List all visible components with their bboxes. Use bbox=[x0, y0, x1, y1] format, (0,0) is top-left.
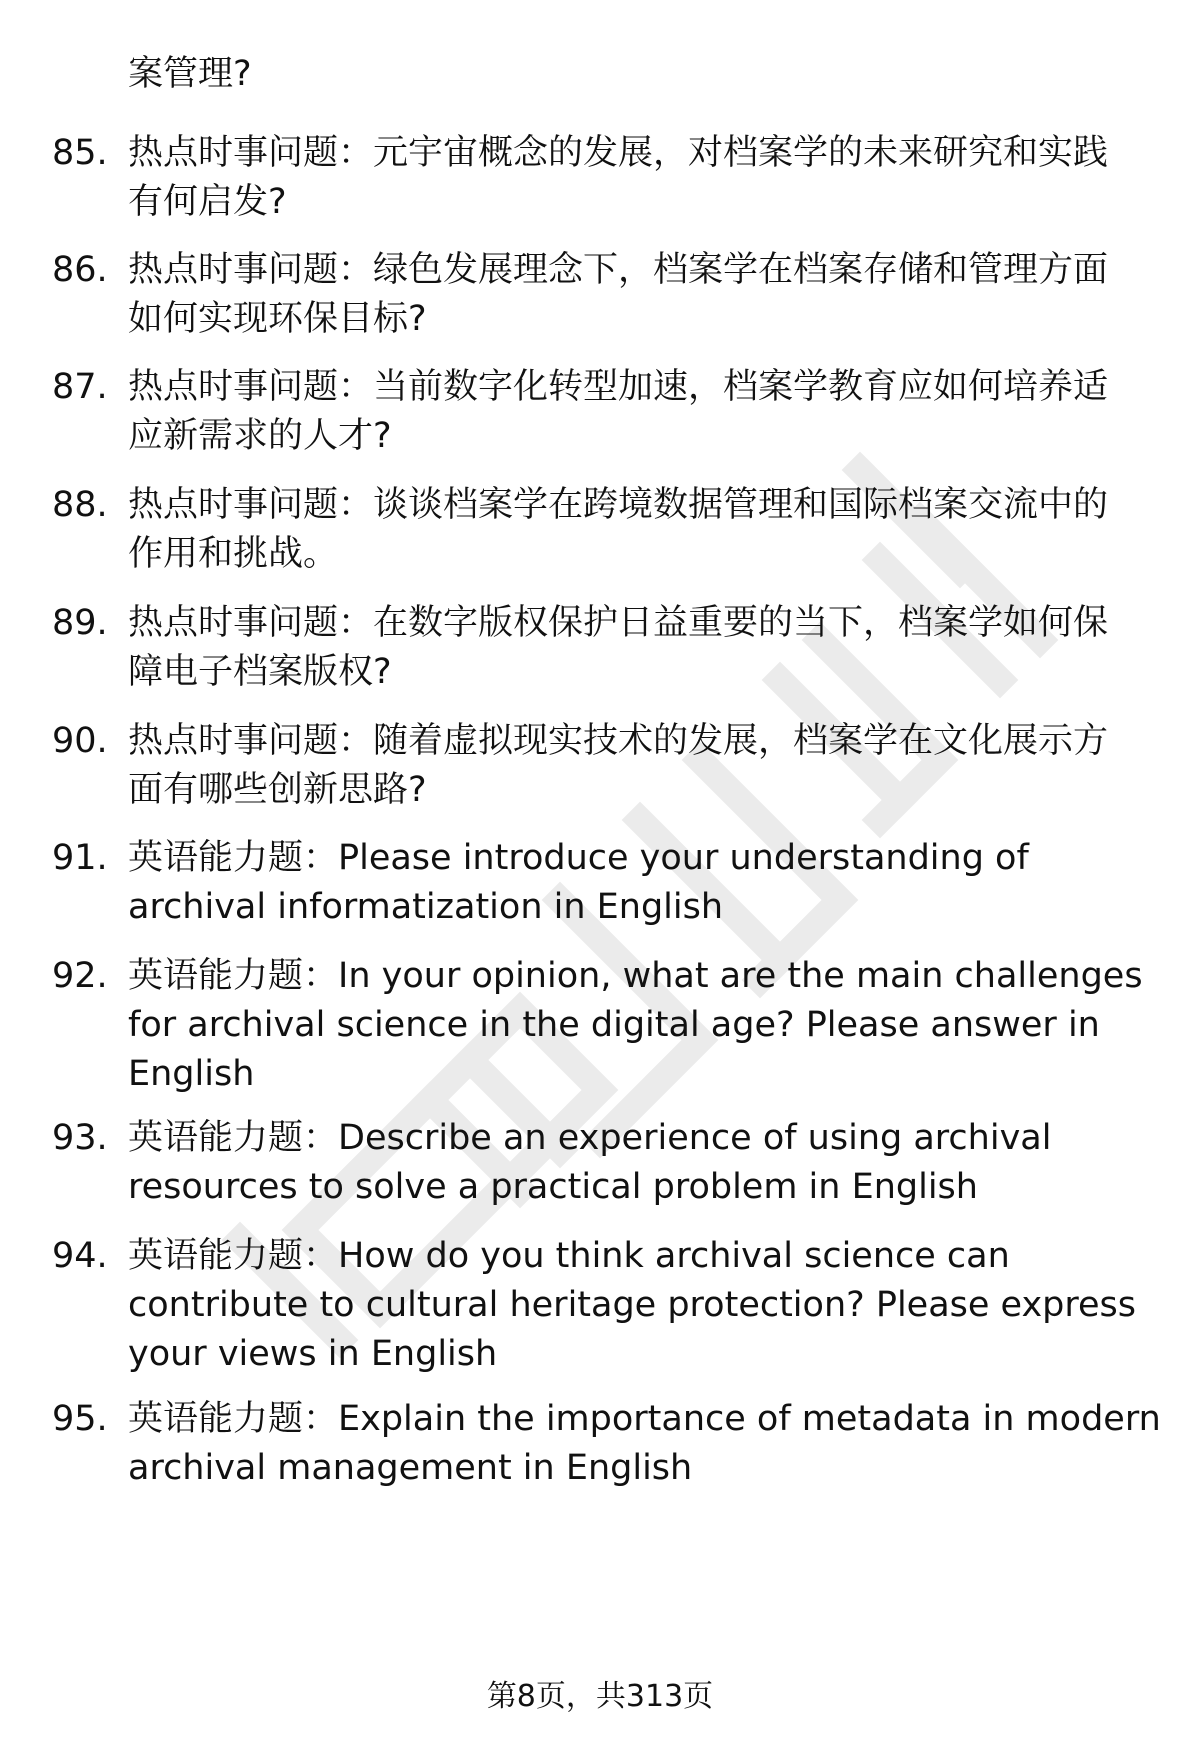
question-text: 英语能力题：Describe an experience of using archival resources to solve a practical problem in English bbox=[128, 1118, 1052, 1207]
question-number: 93. bbox=[52, 1118, 108, 1158]
question-text: 热点时事问题：当前数字化转型加速，档案学教育应如何培养适 应新需求的人才? bbox=[128, 367, 1109, 456]
question-number: 86. bbox=[52, 250, 108, 290]
question-number: 85. bbox=[52, 133, 108, 173]
page-footer: 第8页，共313页 bbox=[486, 1679, 714, 1714]
question-text: 热点时事问题：绿色发展理念下，档案学在档案存储和管理方面 如何实现环保目标? bbox=[128, 250, 1109, 339]
question-text: 热点时事问题：谈谈档案学在跨境数据管理和国际档案交流中的 作用和挑战。 bbox=[128, 485, 1109, 574]
question-number: 91. bbox=[52, 838, 108, 878]
question-number: 92. bbox=[52, 956, 108, 996]
question-text: 热点时事问题：元宇宙概念的发展，对档案学的未来研究和实践 有何启发? bbox=[128, 133, 1109, 222]
continuation-text: 案管理? bbox=[128, 54, 252, 94]
question-number: 95. bbox=[52, 1399, 108, 1439]
question-number: 94. bbox=[52, 1236, 108, 1276]
question-text: 英语能力题：In your opinion, what are the main challenges for archival science in the digital age? Please answer in English bbox=[128, 956, 1143, 1094]
question-text: 热点时事问题：随着虚拟现实技术的发展，档案学在文化展示方 面有哪些创新思路? bbox=[128, 721, 1109, 810]
question-number: 87. bbox=[52, 367, 108, 407]
question-text: 英语能力题：How do you think archival science can contribute to cultural heritage protection? Please express your views in English bbox=[128, 1236, 1137, 1374]
question-number: 90. bbox=[52, 721, 108, 761]
question-text: 热点时事问题：在数字版权保护日益重要的当下，档案学如何保 障电子档案版权? bbox=[128, 603, 1109, 692]
question-text: 英语能力题：Please introduce your understanding of archival informatization in English bbox=[128, 838, 1029, 927]
question-number: 88. bbox=[52, 485, 108, 525]
question-text: 英语能力题：Explain the importance of metadata in modern archival management in English bbox=[128, 1399, 1161, 1488]
question-number: 89. bbox=[52, 603, 108, 643]
